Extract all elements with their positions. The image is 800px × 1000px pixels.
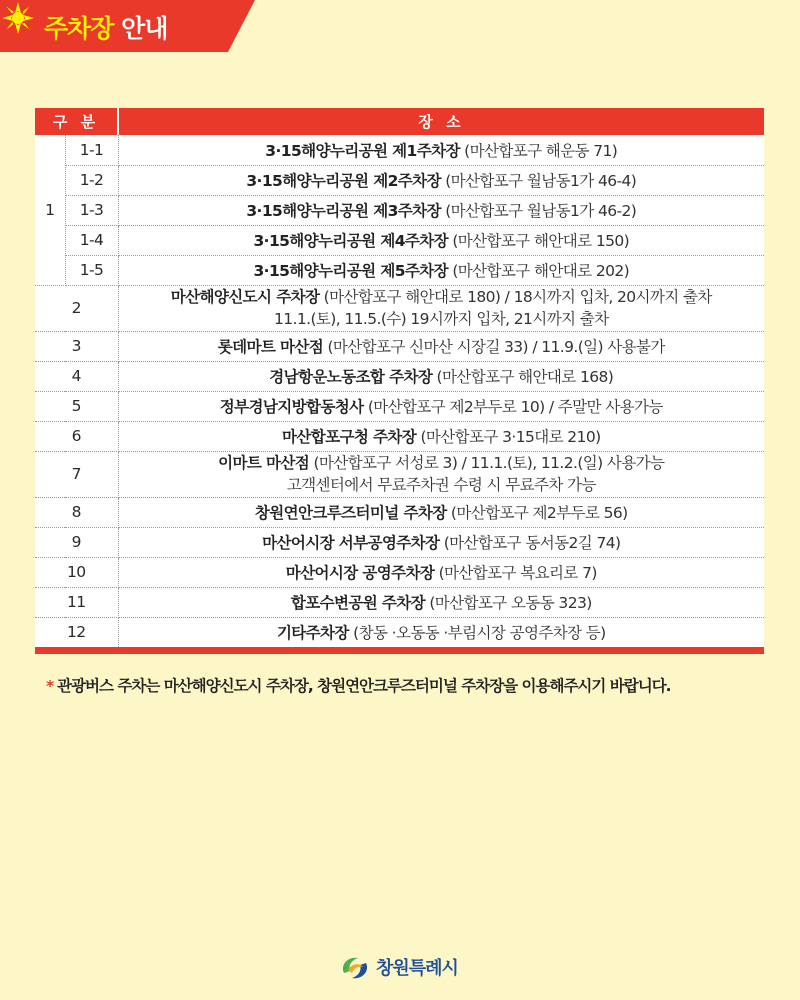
table-row (35, 497, 764, 527)
place-detail: (마산합포구 서성로 3) / 11.1.(토), 11.2.(일) 사용가능 (313, 454, 665, 472)
place-detail: (마산합포구 복요리로 7) (438, 564, 597, 582)
place-name: 경남항운노동조합 주차장 (269, 368, 433, 386)
place-detail: (마산합포구 월남동1가 46-4) (445, 172, 637, 190)
place-name: 기타주차장 (276, 624, 349, 643)
table-row (35, 255, 764, 285)
page-title (44, 9, 167, 45)
table-row (35, 557, 764, 587)
place-cell (118, 195, 764, 225)
sub-number: 1-5 (65, 255, 118, 285)
table-row (35, 527, 764, 557)
place-detail: (마산합포구 해안대로 168) (436, 368, 614, 386)
table-row (35, 135, 764, 165)
row-number: 5 (35, 391, 118, 421)
row-number: 4 (35, 361, 118, 391)
place-cell (118, 421, 764, 451)
place-name: 마산어시장 서부공영주차장 (262, 534, 440, 552)
place-cell (118, 497, 764, 527)
place-detail: (마산합포구 해안대로 180) / 18시까지 입차, 20시까지 출차 (323, 288, 712, 306)
org-name: 창원특례시 (376, 958, 458, 979)
place-cell (118, 285, 764, 331)
table-row (35, 421, 764, 451)
table-row (35, 587, 764, 617)
header-place: 장 소 (118, 108, 764, 135)
place-detail: (마산합포구 해운동 71) (464, 141, 618, 160)
note-text: 관광버스 주차는 마산해양신도시 주차장, 창원연안크루즈터미널 주차장을 이용해주시기 바랍니다. (57, 677, 671, 695)
place-name: 3·15해양누리공원 제2주차장 (246, 172, 441, 190)
table-row (35, 391, 764, 421)
place-detail: (마산합포구 3·15대로 210) (420, 428, 601, 446)
table-row (35, 165, 764, 195)
row-number: 10 (35, 557, 118, 587)
place-detail: (창동 ·오동동 ·부림시장 공영주차장 등) (353, 624, 606, 643)
place-name: 롯데마트 마산점 (217, 338, 324, 356)
place-detail: (마산합포구 해안대로 202) (452, 262, 630, 280)
place-detail: (마산합포구 신마산 시장길 33) / 11.9.(일) 사용불가 (327, 338, 665, 356)
city-logo (338, 951, 468, 983)
place-name: 창원연안크루즈터미널 주차장 (254, 504, 447, 522)
place-detail: (마산합포구 제2부두로 10) / 주말만 사용가능 (367, 398, 663, 416)
place-cell (118, 451, 764, 497)
row-number: 12 (35, 617, 118, 647)
parking-table (35, 108, 764, 654)
place-detail-line2: 고객센터에서 무료주차권 수령 시 무료주차 가능 (286, 476, 596, 494)
place-detail: (마산합포구 월남동1가 46-2) (445, 202, 637, 220)
place-cell (118, 617, 764, 647)
place-detail-line2: 11.1.(토), 11.5.(수) 19시까지 입차, 21시까지 출차 (274, 310, 609, 328)
row-number: 11 (35, 587, 118, 617)
title-highlight: 주차장 (44, 14, 114, 43)
table-row (35, 331, 764, 361)
table-row (35, 285, 764, 331)
place-cell (118, 331, 764, 361)
place-name: 3·15해양누리공원 제5주차장 (253, 262, 449, 280)
place-detail: (마산합포구 오동동 323) (429, 594, 592, 612)
place-name: 마산합포구청 주차장 (281, 428, 417, 446)
group-number: 1 (35, 135, 65, 285)
place-name: 정부경남지방합동청사 (219, 398, 364, 416)
title-banner (0, 0, 255, 52)
place-detail: (마산합포구 해안대로 150) (452, 232, 630, 250)
sun-burst-icon (0, 0, 36, 36)
header-group: 구 분 (35, 108, 118, 135)
sub-number: 1-1 (65, 135, 118, 165)
place-name: 3·15해양누리공원 제4주차장 (253, 232, 449, 250)
place-detail: (마산합포구 제2부두로 56) (450, 504, 628, 522)
row-number: 7 (35, 451, 118, 497)
place-cell (118, 361, 764, 391)
place-cell (118, 135, 764, 165)
table-bottom-bar (35, 647, 764, 654)
place-cell (118, 557, 764, 587)
place-cell (118, 391, 764, 421)
table-row (35, 195, 764, 225)
place-name: 합포수변공원 주차장 (290, 594, 426, 612)
changwon-logo-icon (338, 953, 372, 983)
table-header (35, 108, 764, 135)
row-number: 8 (35, 497, 118, 527)
place-cell (118, 225, 764, 255)
place-name: 마산해양신도시 주차장 (170, 288, 320, 306)
note-asterisk: * (46, 677, 54, 695)
place-name: 이마트 마산점 (218, 454, 310, 472)
place-name: 3·15해양누리공원 제3주차장 (246, 202, 441, 220)
table-row (35, 225, 764, 255)
place-cell (118, 587, 764, 617)
bus-parking-note (46, 674, 671, 696)
place-cell (118, 255, 764, 285)
row-number: 9 (35, 527, 118, 557)
place-cell (118, 165, 764, 195)
place-cell (118, 527, 764, 557)
sub-number: 1-3 (65, 195, 118, 225)
table-row (35, 617, 764, 647)
table-row (35, 361, 764, 391)
row-number: 6 (35, 421, 118, 451)
title-rest: 안내 (121, 14, 168, 43)
place-name: 3·15해양누리공원 제1주차장 (265, 141, 460, 160)
sub-number: 1-2 (65, 165, 118, 195)
place-detail: (마산합포구 동서동2길 74) (443, 534, 621, 552)
row-number: 3 (35, 331, 118, 361)
row-number: 2 (35, 285, 118, 331)
table-row (35, 451, 764, 497)
sub-number: 1-4 (65, 225, 118, 255)
place-name: 마산어시장 공영주차장 (285, 564, 435, 582)
